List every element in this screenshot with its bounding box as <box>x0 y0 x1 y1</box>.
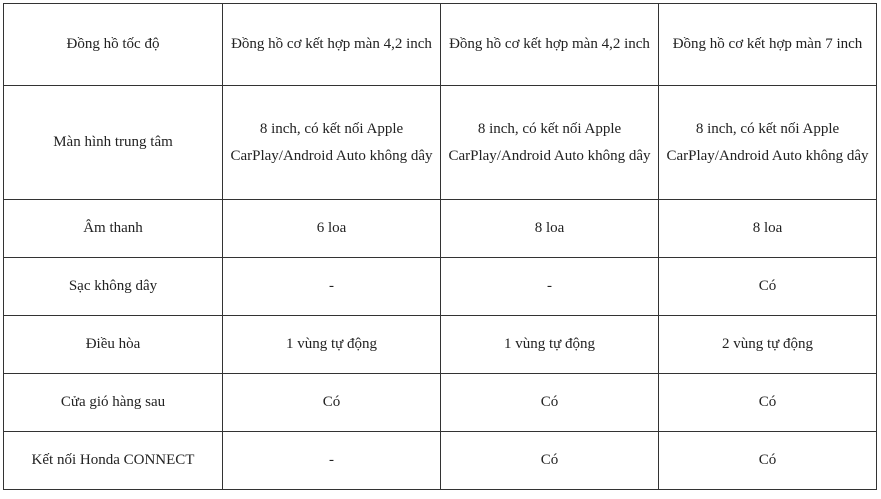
table-row <box>4 374 877 432</box>
row-label: Sạc không dây <box>4 258 223 316</box>
table-row <box>4 258 877 316</box>
table-cell: 8 inch, có kết nối Apple CarPlay/Android Auto không dây <box>441 86 659 200</box>
table-cell: Có <box>441 432 659 490</box>
row-label: Cửa gió hàng sau <box>4 374 223 432</box>
table-cell: Đồng hồ cơ kết hợp màn 7 inch <box>659 4 877 86</box>
row-label: Kết nối Honda CONNECT <box>4 432 223 490</box>
table-cell: 8 loa <box>441 200 659 258</box>
spec-table <box>3 3 877 490</box>
row-label: Âm thanh <box>4 200 223 258</box>
table-cell: - <box>441 258 659 316</box>
table-row <box>4 200 877 258</box>
table-row <box>4 4 877 86</box>
table-cell: 1 vùng tự động <box>223 316 441 374</box>
table-cell: Đồng hồ cơ kết hợp màn 4,2 inch <box>223 4 441 86</box>
table-cell: Có <box>659 374 877 432</box>
row-label: Đồng hồ tốc độ <box>4 4 223 86</box>
row-label: Điều hòa <box>4 316 223 374</box>
table-cell: Đồng hồ cơ kết hợp màn 4,2 inch <box>441 4 659 86</box>
table-cell: 6 loa <box>223 200 441 258</box>
table-cell: - <box>223 432 441 490</box>
table-cell: Có <box>441 374 659 432</box>
row-label: Màn hình trung tâm <box>4 86 223 200</box>
table-row <box>4 86 877 200</box>
table-row <box>4 432 877 490</box>
table-cell: Có <box>659 258 877 316</box>
table-cell: - <box>223 258 441 316</box>
table-cell: Có <box>223 374 441 432</box>
table-cell: 8 inch, có kết nối Apple CarPlay/Android Auto không dây <box>223 86 441 200</box>
table-cell: Có <box>659 432 877 490</box>
table-row <box>4 316 877 374</box>
table-cell: 1 vùng tự động <box>441 316 659 374</box>
table-cell: 8 loa <box>659 200 877 258</box>
table-cell: 8 inch, có kết nối Apple CarPlay/Android Auto không dây <box>659 86 877 200</box>
table-cell: 2 vùng tự động <box>659 316 877 374</box>
